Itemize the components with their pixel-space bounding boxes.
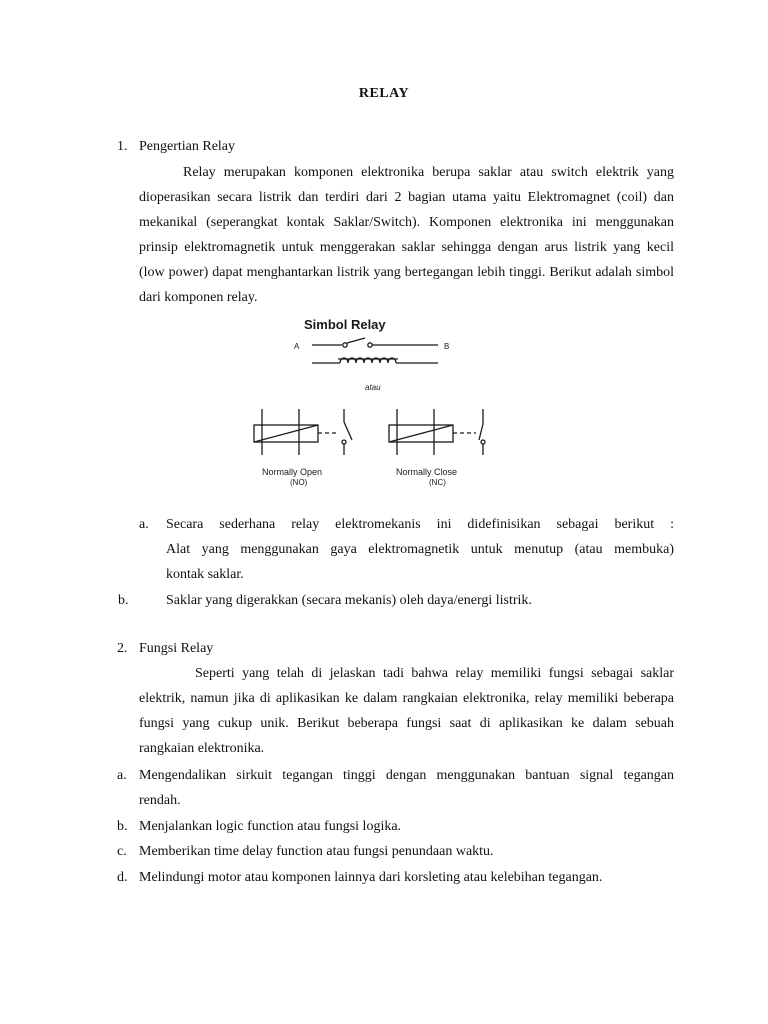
list-1a-line-1: Secara sederhana relay elektromekanis ini didefinisikan sebagai berikut : (166, 517, 674, 532)
list-1a-line-3: kontak saklar. (166, 567, 244, 582)
section-2-number: 2. (117, 641, 128, 656)
list-2c-marker: c. (117, 844, 127, 859)
list-2b-item: Menjalankan logic function atau fungsi logika. (139, 819, 402, 834)
list-2a-marker: a. (117, 768, 127, 783)
normally-open-abbr: (NO) (290, 478, 308, 487)
figure-or-text: atau (365, 383, 381, 392)
list-2b-marker: b. (117, 819, 128, 834)
list-1b-marker: b. (118, 593, 129, 608)
page-title: RELAY (358, 86, 410, 101)
figure-title: Simbol Relay (304, 317, 386, 332)
terminal-a-label: A (294, 342, 300, 351)
section-1-number: 1. (117, 139, 128, 154)
relay-symbol-figure (248, 312, 510, 490)
no-coil-diagonal (254, 425, 318, 442)
nc-contact-blade (479, 424, 483, 440)
list-1a-line-2: Alat yang menggunakan gaya elektromagnetik untuk menutup (atau membuka) (166, 542, 674, 557)
section-1-paragraph: Relay merupakan komponen elektronika berupa saklar atau switch elektrik yang dioperasikan secara listrik dan terdiri dari 2 bagian utama yaitu Elektromagnet (coil) dan mekanikal (seperangkat kontak Saklar/Switch). Komponen elektronika ini menggunakan prinsip elektromagnetik untuk menggerakan saklar sehingga dengan arus listrik yang kecil (low power) dapat menghantarkan listrik yang bertegangan lebih tinggi. Berikut adalah simbol dari komponen relay. (139, 165, 674, 305)
switch-contact-left (343, 343, 347, 347)
section-2-paragraph: Seperti yang telah di jelaskan tadi bahwa relay memiliki fungsi sebagai saklar elektrik, namun jika di aplikasikan ke dalam rangkaian elektronika, relay memiliki beberapa fungsi yang cukup unik. Berikut beberapa fungsi saat di aplikasikan ke dalam sebuah rangkaian elektronika. (139, 666, 674, 756)
list-1a-item (166, 512, 674, 587)
list-2c-item: Memberikan time delay function atau fungsi penundaan waktu. (139, 844, 494, 859)
list-1b-item: Saklar yang digerakkan (secara mekanis) oleh daya/energi listrik. (166, 593, 532, 608)
list-2a-line-2: rendah. (139, 793, 181, 808)
normally-close-label: Normally Close (396, 467, 458, 477)
section-2-heading: Fungsi Relay (139, 641, 214, 656)
switch-blade (347, 338, 365, 343)
nc-coil-diagonal (389, 425, 453, 442)
section-1-heading: Pengertian Relay (139, 139, 236, 154)
normally-open-label: Normally Open (262, 467, 323, 477)
list-2d-marker: d. (117, 870, 128, 885)
terminal-b-label: B (444, 342, 450, 351)
list-2d-item: Melindungi motor atau komponen lainnya dari korsleting atau kelebihan tegangan. (139, 870, 603, 885)
list-1a-marker: a. (139, 517, 149, 532)
no-contact-point (342, 440, 346, 444)
list-2a-item (139, 763, 674, 813)
normally-close-abbr: (NC) (429, 478, 446, 487)
nc-contact-point (481, 440, 485, 444)
no-contact-blade (344, 422, 352, 440)
switch-contact-right (368, 343, 372, 347)
list-2a-line-1: Mengendalikan sirkuit tegangan tinggi dengan menggunakan bantuan signal tegangan (139, 768, 674, 783)
